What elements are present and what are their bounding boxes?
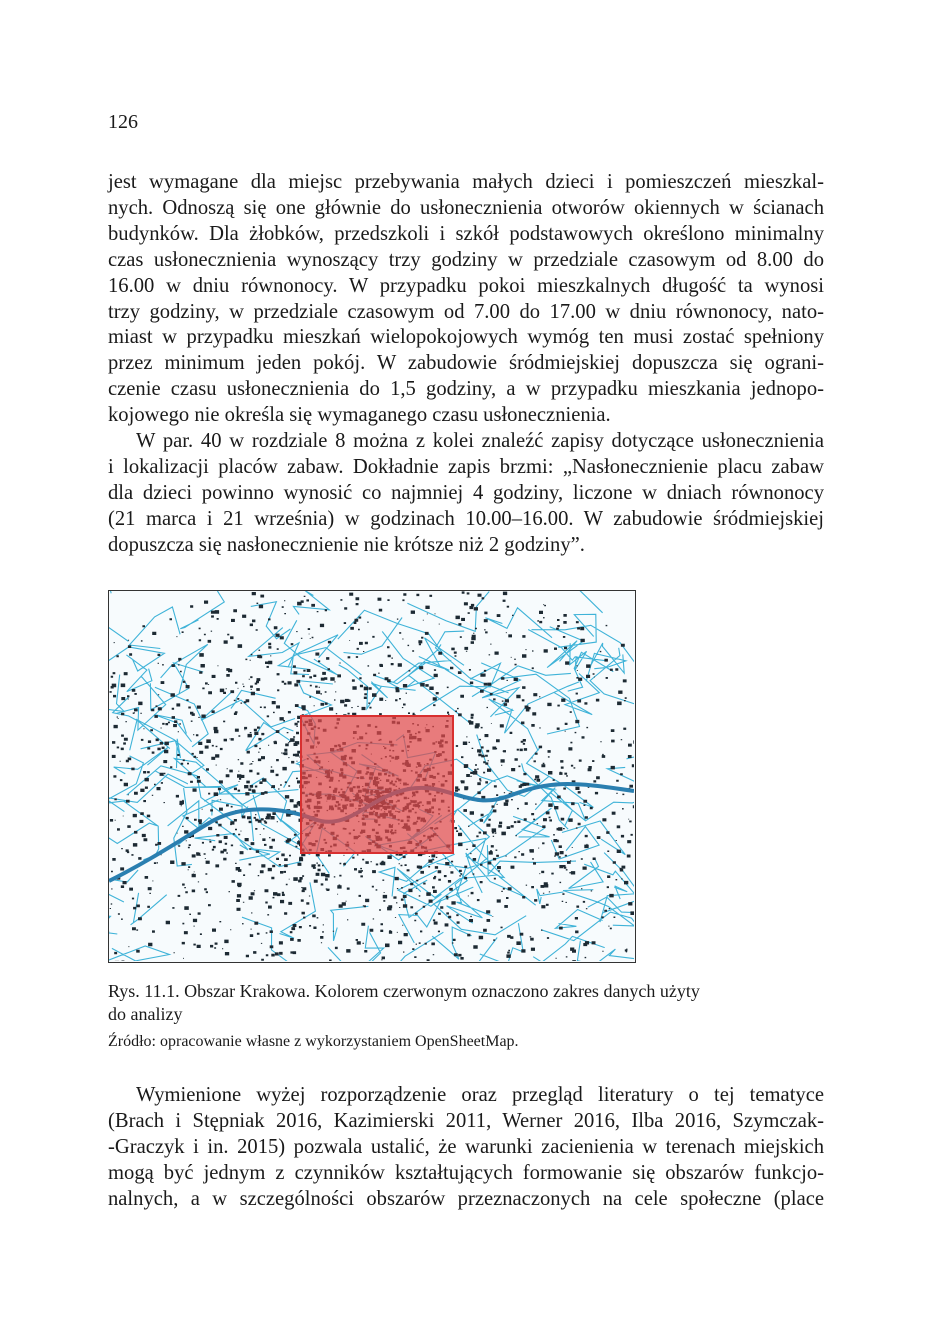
krakow-map-figure bbox=[108, 590, 636, 963]
text-line: -Graczyk i in. 2015) pozwala ustalić, że warunki zacienienia w terenach miejskich bbox=[108, 1135, 824, 1158]
caption-line: do analizy bbox=[108, 1003, 183, 1024]
text-line: mogą być jednym z czynników kształtujących formowanie się obszarów funkcjo- bbox=[108, 1161, 824, 1184]
paragraph-2 bbox=[108, 429, 824, 559]
text-line: dopuszcza się nasłonecznienie nie krótsze niż 2 godziny”. bbox=[108, 533, 585, 556]
map-image bbox=[109, 591, 634, 961]
text-line: Wymienione wyżej rozporządzenie oraz przegląd literatury o tej tematyce bbox=[136, 1084, 824, 1106]
figure-caption bbox=[108, 980, 808, 1025]
caption-line: Rys. 11.1. Obszar Krakowa. Kolorem czerwonym oznaczono zakres danych użyty bbox=[108, 981, 700, 1001]
paragraph-3 bbox=[108, 1083, 824, 1213]
text-line: jest wymagane dla miejsc przebywania małych dzieci i pomieszczeń mieszkal- bbox=[108, 171, 824, 193]
paragraph-1 bbox=[108, 170, 824, 429]
text-line: nalnych, a w szczególności obszarów przeznaczonych na cele społeczne (place bbox=[108, 1187, 824, 1210]
text-line: czenie czasu usłonecznienia do 1,5 godziny, a w przypadku mieszkania jednopo- bbox=[108, 378, 824, 401]
text-line: nych. Odnoszą się one głównie do usłonecznienia otworów okiennych w ścianach bbox=[108, 196, 824, 219]
text-line: kojowego nie określa się wymaganego czasu usłonecznienia. bbox=[108, 404, 611, 427]
text-line: (Brach i Stępniak 2016, Kazimierski 2011, Werner 2016, Ilba 2016, Szymczak- bbox=[108, 1109, 824, 1132]
page-number: 126 bbox=[108, 111, 138, 133]
text-line: budynków. Dla żłobków, przedszkoli i szkół podstawowych określono minimalny bbox=[108, 222, 824, 245]
text-line: dla dzieci powinno wynosić co najmniej 4 godziny, liczone w dniach równonocy bbox=[108, 481, 824, 504]
text-line: W par. 40 w rozdziale 8 można z kolei znaleźć zapisy dotyczące usłonecznienia bbox=[136, 430, 824, 452]
text-line: miast w przypadku mieszkań wielopokojowych wymóg ten musi zostać spełniony bbox=[108, 326, 824, 349]
text-line: i lokalizacji placów zabaw. Dokładnie zapis brzmi: „Nasłonecznienie placu zabaw bbox=[108, 455, 824, 478]
text-line: czas usłonecznienia wynoszący trzy godziny w przedziale czasowym od 8.00 do bbox=[108, 248, 824, 271]
text-line: 16.00 w dniu równonocy. W przypadku pokoi mieszkalnych długość ta wynosi bbox=[108, 274, 824, 297]
analysis-area-highlight bbox=[301, 716, 453, 853]
figure-source: Źródło: opracowanie własne z wykorzystaniem OpenSheetMap. bbox=[108, 1033, 519, 1050]
text-line: trzy godziny, w przedziale czasowym od 7.00 do 17.00 w dniu równonocy, nato- bbox=[108, 300, 824, 323]
text-line: (21 marca i 21 września) w godzinach 10.00–16.00. W zabudowie śródmiejskiej bbox=[108, 507, 824, 530]
text-line: przez minimum jeden pokój. W zabudowie śródmiejskiej dopuszcza się ograni- bbox=[108, 352, 824, 375]
